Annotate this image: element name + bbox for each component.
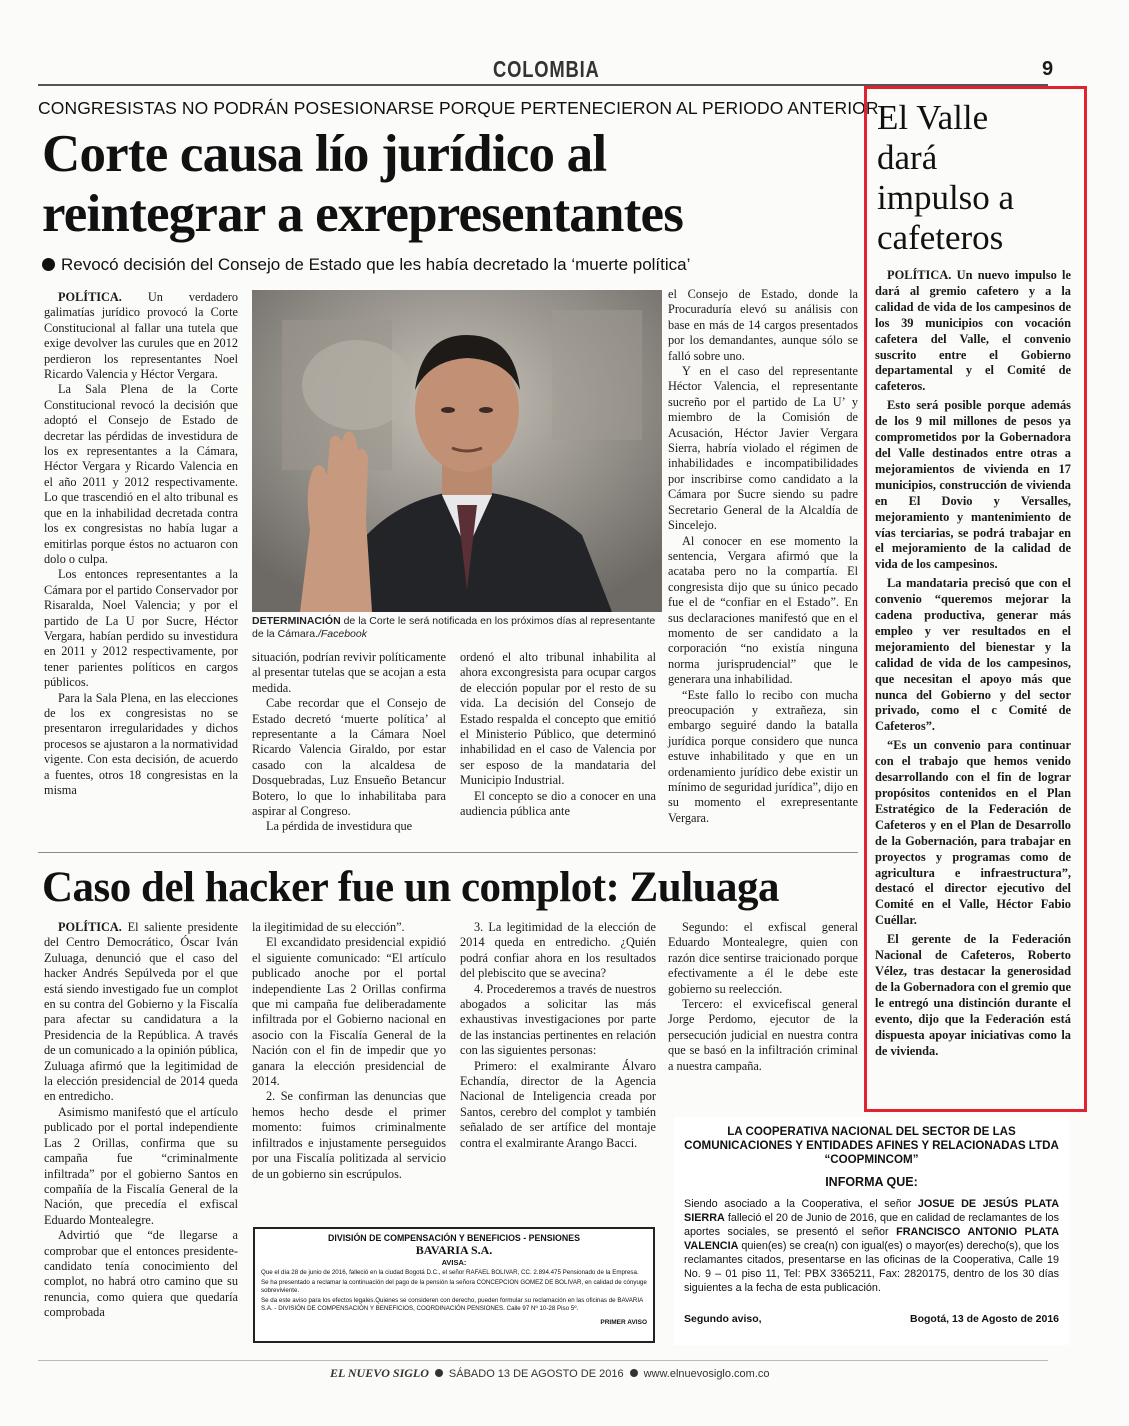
paragraph: La mandataria precisó que con el convenio “queremos mejorar la cadena productiva, generar más empleo y ver resultados en el mejoramiento del bienestar y la calidad de vida de los campesinos, que necesitan el apoyo más que nunca del Gobierno y del sector privado, como el c Comité de Cafeteros”. <box>875 576 1071 734</box>
notice-date: Bogotá, 13 de Agosto de 2016 <box>910 1313 1059 1325</box>
paragraph: Al conocer en ese momento la sentencia, Vergara afirmó que la acataba pero no la compartía. El congresista dijo que su único pecado fue el de “confiar en el Estado”. En sus declaraciones manifestó que en el momento de ser candidato a la corporación “no existía ninguna norma jurisprudencial” que le generara una inhabilidad. <box>668 533 858 687</box>
paragraph: 3. La legitimidad de la elección de 2014 queda en entredicho. ¿Quién podrá confiar ahora en los resultados del plebiscito que se avecina? <box>460 920 656 981</box>
notice-company: BAVARIA S.A. <box>415 1243 493 1257</box>
notice-text: falleció el 20 de Junio de 2016, que en calidad de reclamantes de los aportes sociales, se presentó el señor <box>684 1212 1060 1238</box>
paragraph: Advirtió que “de llegarse a comprobar que el entonces presidente-candidato tenía conocimiento del complot, no habrá otro camino que su renuncia, como quiera que quedaría comprobada <box>44 1228 238 1320</box>
bullet-icon <box>42 258 55 271</box>
story1-column-1 <box>44 290 238 798</box>
notice-body <box>684 1197 1059 1295</box>
section-name: COLOMBIA <box>493 56 600 82</box>
paragraph: Asimismo manifestó que el artículo publicado por el portal independiente Las 2 Orillas, confirma que su campaña fue “criminalmente infiltrada” por el gobierno Santos en compañía de la Fiscalía General de la Nación, que precedía el exfiscal Eduardo Montealegre. <box>44 1104 238 1227</box>
photo-caption <box>252 615 662 641</box>
page-footer <box>330 1366 870 1381</box>
paragraph: Y en el caso del representante Héctor Valencia, el representante sucreño por el partido de La U’ y miembro de la Comisión de Acusación, Héctor Javier Vergara Sierra, habría violado el régimen de inhabilidades e incompatibilidades por inscribirse como candidato a la Cámara por Sucre siendo su padre Secretario General de la Alcaldía de Sincelejo. <box>668 364 858 533</box>
sidebar-title-line3: impulso a <box>877 178 1015 217</box>
notice-heading: INFORMA QUE: <box>825 1175 918 1189</box>
portrait-illustration <box>252 290 662 612</box>
paragraph: 2. Se confirman las denuncias que hemos hecho desde el primer momento: fuimos criminalmente infiltrados e injustamente perseguidos por una Fiscalía politizada al servicio de un gobierno sin escrúpulos. <box>252 1089 446 1181</box>
notice-text: Siendo asociado a la Cooperativa, el señor <box>684 1198 912 1210</box>
story1-kicker: CONGRESISTAS NO PODRÁN POSESIONARSE PORQUE PERTENECIERON AL PERIODO ANTERIOR <box>38 98 879 118</box>
paragraph: “Este fallo lo recibo con mucha preocupación y extrañeza, sin embargo seguiré dando la batalla jurídica porque considero que nunca estuve inhabilitado y que en un ordenamiento jurídico debe existir un mínimo de seguridad jurídica”, dijo en su momento el exrepresentante Vergara. <box>668 687 858 825</box>
story1-column-4 <box>668 287 858 826</box>
org-line: LA COOPERATIVA NACIONAL DEL SECTOR DE LAS <box>727 1125 1016 1138</box>
paragraph: Esto será posible porque además de los 9 mil millones de pesos ya comprometidos por la Gobernadora del Valle destinados entre otras a mejoramientos de vivienda en 17 municipios, construcción de vivienda en El Dovio y Versalles, mejoramiento y mantenimiento de vías terciarias, se podrá trabajar en el mejoramiento de la calidad de vida de los campesinos. <box>875 398 1071 572</box>
lead-tag: POLÍTICA. <box>58 920 122 934</box>
paragraph: Para la Sala Plena, en las elecciones de los ex congresistas no se presentaron irregularidades y dichos procesos se ajustaron a la normatividad vigente. Con esta decisión, de acuerdo a fuentes, otros 18 congresistas en la misma <box>44 690 238 797</box>
footer-url: www.elnuevosiglo.com.co <box>643 1368 770 1380</box>
paragraph: La pérdida de investidura que <box>266 819 413 834</box>
paragraph: El gerente de la Federación Nacional de Cafeteros, Roberto Vélez, tras destacar la generosidad de la Gobernadora con el gremio que le entregó una distinción durante el evento, dijo que la Federación está dispuesta apoyar iniciativas como la de vivienda. <box>875 932 1071 1058</box>
story2-column-4 <box>668 920 858 1074</box>
paragraph <box>44 290 238 382</box>
caption-credit: /Facebook <box>317 628 367 640</box>
paragraph: Cabe recordar que el Consejo de Estado decretó ‘muerte política’ al representante a la Cámara Noel Ricardo Valencia Giraldo, por estar casado con la alcaldesa de Dosquebradas, Luz Ensueño Betancur Botero, lo que lo inhabilitaba para aspirar al Congreso. <box>252 696 446 819</box>
claimant-name: FRANCISCO ANTONIO PLATA VALENCIA <box>684 1226 1060 1252</box>
notice-organization <box>684 1125 1059 1167</box>
notice-department: DIVISIÓN DE COMPENSACIÓN Y BENEFICIOS - PENSIONES <box>328 1233 580 1243</box>
lead-tag: POLÍTICA. <box>887 268 952 282</box>
notice-text: Se ha presentado a reclamar la continuación del pago de la pensión la señora CONCEPCION GOMEZ DE BOLIVAR, en calidad de cónyuge sobreviviente. <box>261 1279 647 1294</box>
coopmincom-notice <box>674 1117 1069 1345</box>
separator-dot-icon <box>630 1369 638 1377</box>
story1-column-3 <box>460 650 656 819</box>
story2-headline: Caso del hacker fue un complot: Zuluaga <box>42 864 780 911</box>
story1-headline-line1: Corte causa lío jurídico al <box>42 125 607 183</box>
story1-deck-text: Revocó decisión del Consejo de Estado que les había decretado la ‘muerte política’ <box>61 255 691 274</box>
notice-number: PRIMER AVISO <box>600 1319 647 1326</box>
paragraph: La Sala Plena de la Corte Constitucional revocó la decisión que adoptó el Consejo de Estado de decretar las pérdidas de investidura de los ex representantes a la Cámara, Héctor Vergara y Ricardo Valencia en el año 2011 y 2012 respectivamente. Lo que trascendió en el alto tribunal es que en la inhabilidad decretada contra los ex congresistas no había lugar a emitirlas porque éstos no actuaron con dolo o culpa. <box>44 382 238 566</box>
paragraph <box>44 920 238 1105</box>
sidebar-body <box>875 268 1071 1062</box>
paragraph: Los entonces representantes a la Cámara por el partido Conservador por Risaralda, Noel Valencia; y por el partido de La U por Sucre, Héctor Vergara, habían perdido su investidura en 2011 y 2012 respectivamente, por tener parientes políticos en cargos públicos. <box>44 567 238 690</box>
paragraph-text: El saliente presidente del Centro Democrático, Óscar Iván Zuluaga, denunció que el caso del hacker Andrés Sepúlveda por el que está siendo investigado fue un complot en su contra del Gobierno y la Fiscalía para afectar su candidatura a la Presidencia de la República. A través de un comunicado a la opinión pública, Zuluaga afirmó que la legitimidad de la elección presidencial de 2014 queda en entredicho. <box>44 920 238 1104</box>
org-line: COMUNICACIONES Y ENTIDADES AFINES Y RELACIONADAS LTDA <box>684 1139 1059 1152</box>
notice-text: Se da este aviso para los efectos legales.Quienes se consideren con derecho, pueden formular su reclamación en las oficinas de BAVARIA S.A. - DIVISIÓN DE COMPENSACIÓN Y BENEFICIOS, COORDINACIÓN PENSIONES. Calle 97 Nº 10-28 Piso 5º. <box>261 1297 643 1312</box>
sidebar-title <box>877 98 1077 258</box>
paragraph <box>875 268 1071 395</box>
paragraph: 4. Procederemos a través de nuestros abogados a solicitar las más exhaustivas investigaciones por parte de las instancias pertinentes en relación con las siguientes personas: <box>460 981 656 1058</box>
footer-brand: EL NUEVO SIGLO <box>330 1366 429 1380</box>
notice-number: Segundo aviso, <box>684 1313 762 1325</box>
sidebar-title-line4: cafeteros <box>877 218 1004 257</box>
paragraph: El excandidato presidencial expidió el siguiente comunicado: “El artículo publicado anoche por el portal independiente Las 2 Orillas confirma que mi campaña fue deliberadamente infiltrada por el Gobierno nacional en asocio con la Fiscalía General de la Nación con el fin de impedir que yo ganara la elección presidencial de 2014. <box>252 935 446 1089</box>
story2-column-3 <box>460 920 656 1151</box>
sidebar-title-line2: dará <box>877 138 938 177</box>
paragraph: la ilegitimidad de su elección”. <box>252 920 405 934</box>
paragraph: situación, podrían revivir políticamente al presentar tutelas que se acojan a esta medida. <box>252 650 446 695</box>
org-line: “COOPMINCOM” <box>824 1153 919 1166</box>
paragraph: Segundo: el exfiscal general Eduardo Montealegre, quien con razón dice sentirse traicionado porque efectivamente a él le debe este gobierno su reelección. <box>668 920 858 996</box>
story2-column-2 <box>252 920 446 1182</box>
story1-headline <box>42 124 862 244</box>
paragraph: “Es un convenio para continuar con el trabajo que hemos venido desarrollando con el fin de lograr propósitos contenidos en el Plan Estratégico de la Federación de Cafeteros y en el Plan de Desarrollo de la Gobernación, para trabajar en proyectos y programas como de agricultura e infraestructura”, destacó el director ejecutivo del Comité en el Valle, Héctor Fabio Cuéllar. <box>875 738 1071 928</box>
story1-deck <box>42 255 842 275</box>
footer-rule <box>38 1360 1048 1361</box>
caption-tag: DETERMINACIÓN <box>252 615 341 627</box>
notice-footer <box>684 1313 1059 1325</box>
separator-dot-icon <box>435 1369 443 1377</box>
notice-heading: AVISA: <box>441 1258 467 1267</box>
paragraph-text: Un verdadero galimatías jurídico provocó la Corte Constitucional al fallar una tutela que exige devolver las curules que en 2012 perdieron los representantes Noel Ricardo Valencia y Héctor Vergara. <box>44 290 239 382</box>
deceased-name: JOSUE DE JESÚS PLATA SIERRA <box>684 1198 1060 1224</box>
footer-date: SÁBADO 13 DE AGOSTO DE 2016 <box>448 1368 624 1380</box>
news-photo <box>252 290 662 612</box>
lead-tag: POLÍTICA. <box>58 290 122 304</box>
story1-headline-line2: reintegrar a exrepresentantes <box>42 185 684 243</box>
bavaria-notice <box>253 1227 655 1343</box>
paragraph: El concepto se dio a conocer en una audiencia pública ante <box>460 788 656 819</box>
paragraph-text: Un nuevo impulso le dará al gremio cafetero y a la calidad de vida de los campesinos de los 39 municipios con vocación cafetera del Valle, el convenio suscrito entre el Gobierno departamental y el Comité de cafeteros. <box>875 268 1071 394</box>
notice-text: Que el día 28 de junio de 2016, falleció en la ciudad Bogotá D.C., el señor RAFAEL BOLIVAR, CC. 2.894.475 Pensionado de la Empresa. <box>261 1269 639 1276</box>
paragraph: Primero: el exalmirante Álvaro Echandía, director de la Agencia Nacional de Inteligencia creada por Santos, cerebro del complot y también señalado de ser artífice del montaje contra el exalmirante Arango Bacci. <box>460 1058 656 1150</box>
paragraph: el Consejo de Estado, donde la Procuraduría elevó su análisis con base en más de 14 cargos presentados por los demandantes, aunque sólo se falló sobre uno. <box>668 287 858 363</box>
sidebar-title-line1: El Valle <box>877 98 989 137</box>
page-number: 9 <box>1042 58 1054 80</box>
paragraph: ordenó el alto tribunal inhabilita al ahora excongresista para ocupar cargos de elección popular por el resto de su vida. La decisión del Consejo de Estado respalda el concepto que emitió el Ministerio Público, que determinó inhabilidad en el caso de Valencia por ser esposo de la mandataria del Municipio Industrial. <box>460 650 656 788</box>
story-divider <box>38 852 858 853</box>
caption-text: de la Corte le será notificada en los próximos días al representante de la Cámara. <box>252 615 656 640</box>
paragraph: Tercero: el exvicefiscal general Jorge Perdomo, ejecutor de la persecución judicial en nuestra contra que se basó en la infiltración criminal a nuestra campaña. <box>668 997 858 1073</box>
story2-column-1 <box>44 920 238 1321</box>
notice-text: quien(es) se crea(n) con igual(es) o mayor(es) derecho(s), que los reclamantes citados, presentarse en las oficinas de la Cooperativa, Calle 19 No. 9 – 01 piso 11, Tel: PBX 3365211, Fax: 2820175, dentro de los 30 días siguientes a la fecha de esta publicación. <box>684 1240 1059 1294</box>
story1-column-2 <box>252 650 446 835</box>
